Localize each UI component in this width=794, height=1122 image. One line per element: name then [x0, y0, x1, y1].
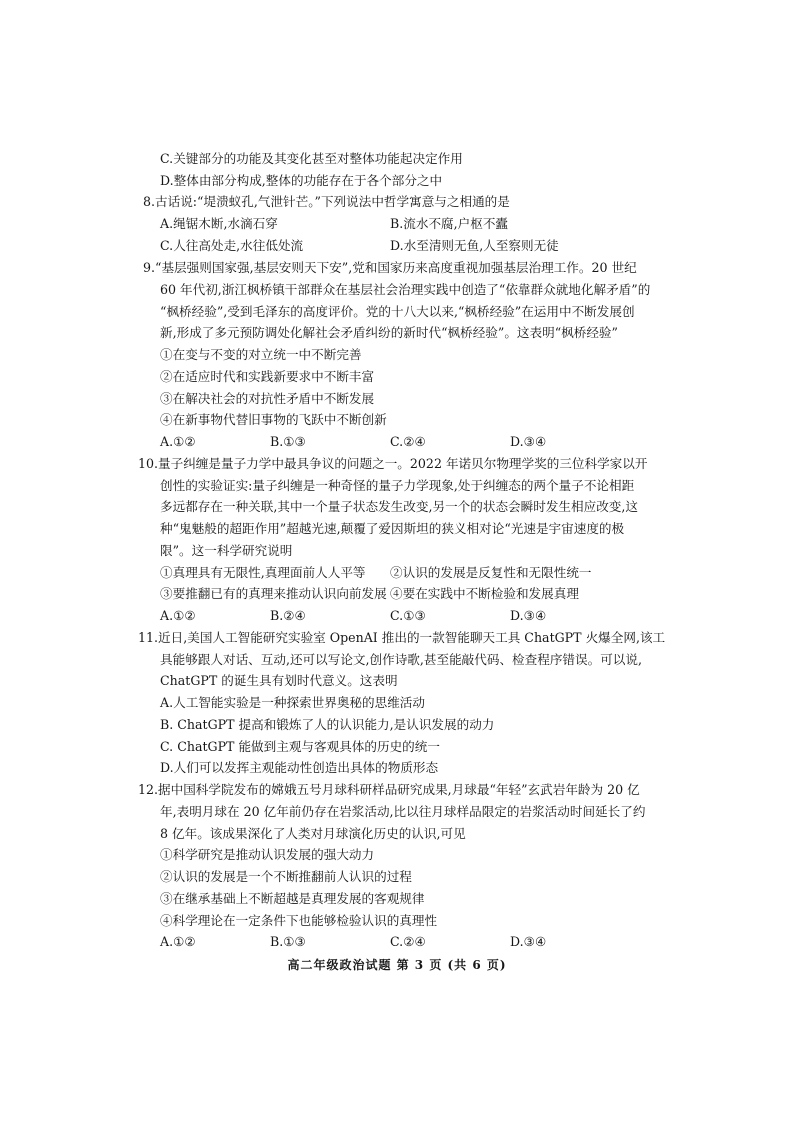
q8-option-c: C.人往高处走,水往低处流: [160, 238, 304, 253]
q11-stem-line: 具能够跟人对话、互动,还可以写论文,创作诗歌,甚至能敲代码、检查程序错误。可以说,: [160, 652, 642, 667]
q11-option-a: A.人工智能实验是一种探索世界奥秘的思维活动: [160, 695, 425, 710]
q10-stem-line: 10.量子纠缠是量子力学中最具争议的问题之一。2022 年诺贝尔物理学奖的三位科学家以开: [138, 456, 648, 471]
q12-option-c: C.②④: [390, 934, 426, 949]
q10-item-1: ①真理具有无限性,真理面前人人平等: [160, 565, 366, 580]
q10-option-c: C.①③: [390, 608, 426, 623]
q8-option-a: A.绳锯木断,水滴石穿: [160, 216, 278, 231]
q9-option-c: C.②④: [390, 434, 426, 449]
q8-option-d: D.水至清则无鱼,人至察则无徒: [390, 238, 559, 253]
q9-item-4: ④在新事物代替旧事物的飞跃中不断创新: [160, 412, 387, 427]
q12-option-b: B.①③: [270, 934, 306, 949]
q8-option-b: B.流水不腐,户枢不蠹: [390, 216, 509, 231]
q10-item-2: ②认识的发展是反复性和无限性统一: [390, 565, 592, 580]
q11-stem-line: ChatGPT 的诞生具有划时代意义。这表明: [160, 673, 398, 688]
q12-item-1: ①科学研究是推动认识发展的强大动力: [160, 847, 375, 862]
q9-item-3: ③在解决社会的对抗性矛盾中不断发展: [160, 391, 375, 406]
q10-stem-line: 多远都存在一种关联,其中一个量子状态发生改变,另一个的状态会瞬时发生相应改变,这: [160, 499, 638, 514]
q8-stem: 8.古话说:“堤溃蚁孔,气泄针芒。”下列说法中哲学寓意与之相通的是: [143, 194, 510, 209]
page-footer: 高二年级政治试题 第 3 页 (共 6 页): [287, 958, 507, 972]
q10-item-3: ③要推翻已有的真理来推动认识向前发展: [160, 586, 387, 601]
q10-stem-line: 创性的实验证实:量子纠缠是一种奇怪的量子力学现象,处于纠缠态的两个量子不论相距: [160, 478, 635, 493]
q11-stem-line: 11.近日,美国人工智能研究实验室 OpenAI 推出的一款智能聊天工具 ChatGPT 火爆全网,该工: [138, 630, 666, 645]
q12-stem-line: 12.据中国科学院发布的嫦娥五号月球科研样品研究成果,月球最“年轻”玄武岩年龄为 20 亿: [138, 782, 640, 797]
q9-stem-line: 新,形成了多元预防调处化解社会矛盾纠纷的新时代“枫桥经验”。这表明“枫桥经验”: [160, 325, 618, 340]
q9-stem-line: “枫桥经验”,受到毛泽东的高度评价。党的十八大以来,“枫桥经验”在运用中不断发展创: [160, 304, 635, 319]
q10-stem-line: 种“鬼魅般的超距作用”超越光速,颠覆了爱因斯坦的狭义相对论“光速是宇宙速度的极: [160, 521, 625, 536]
q11-option-c: C. ChatGPT 能做到主观与客观具体的历史的统一: [160, 739, 440, 754]
q10-item-4: ④要在实践中不断检验和发展真理: [390, 586, 579, 601]
q11-option-d: D.人们可以发挥主观能动性创造出具体的物质形态: [160, 760, 439, 775]
q7-option-c: C.关键部分的功能及其变化甚至对整体功能起决定作用: [160, 151, 463, 166]
q12-item-4: ④科学理论在一定条件下也能够检验认识的真理性: [160, 913, 438, 928]
q9-stem-line: 9.“基层强则国家强,基层安则天下安”,党和国家历来高度重视加强基层治理工作。20 世纪: [143, 260, 637, 275]
q7-option-d: D.整体由部分构成,整体的功能存在于各个部分之中: [160, 173, 443, 188]
q10-stem-line: 限”。这一科学研究说明: [160, 543, 293, 558]
q10-option-b: B.②④: [270, 608, 306, 623]
q12-option-d: D.③④: [510, 934, 547, 949]
q12-stem-line: 年,表明月球在 20 亿年前仍存在岩浆活动,比以往月球样品限定的岩浆活动时间延长了约: [160, 804, 646, 819]
q12-option-a: A.①②: [160, 934, 196, 949]
q10-option-d: D.③④: [510, 608, 547, 623]
q9-option-a: A.①②: [160, 434, 196, 449]
q12-stem-line: 8 亿年。该成果深化了人类对月球演化历史的认识,可见: [160, 826, 466, 841]
q9-item-2: ②在适应时代和实践新要求中不断丰富: [160, 369, 375, 384]
q9-item-1: ①在变与不变的对立统一中不断完善: [160, 347, 362, 362]
q12-item-3: ③在继承基础上不断超越是真理发展的客观规律: [160, 891, 425, 906]
q11-option-b: B. ChatGPT 提高和锻炼了人的认识能力,是认识发展的动力: [160, 717, 495, 732]
q12-item-2: ②认识的发展是一个不断推翻前人认识的过程: [160, 869, 412, 884]
q9-option-b: B.①③: [270, 434, 306, 449]
q9-option-d: D.③④: [510, 434, 547, 449]
q9-stem-line: 60 年代初,浙江枫桥镇干部群众在基层社会治理实践中创造了“依靠群众就地化解矛盾”的: [160, 282, 651, 297]
q10-option-a: A.①②: [160, 608, 196, 623]
